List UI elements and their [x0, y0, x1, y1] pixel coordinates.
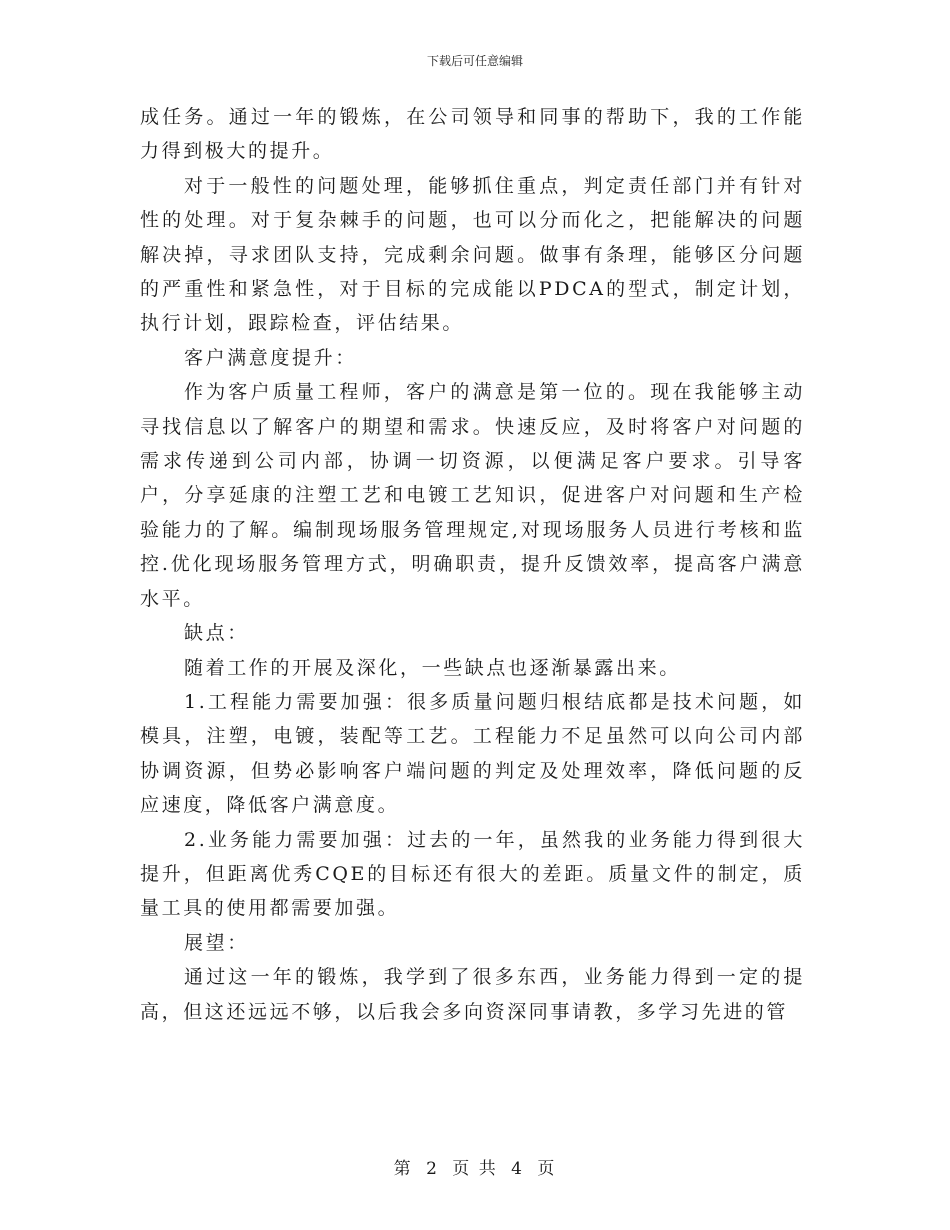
paragraph-customer-satisfaction: 作为客户质量工程师，客户的满意是第一位的。现在我能够主动寻找信息以了解客户的期望和需求。快速反应，及时将客户对问题的需求传递到公司内部，协调一切资源，以便满足客户要求。引导客户，分享延康的注塑工艺和电镀工艺知识，促进客户对问题和生产检验能力的了解。编制现场服务管理规定,对现场服务人员进行考核和监控.优化现场服务管理方式，明确职责，提升反馈效率，提高客户满意水平。: [140, 381, 805, 610]
footer-suffix: 页: [537, 1159, 557, 1179]
footer-prefix: 第: [393, 1159, 413, 1179]
paragraph-problem-handling: 对于一般性的问题处理，能够抓住重点，判定责任部门并有针对性的处理。对于复杂棘手的问题，也可以分而化之，把能解决的问题解决掉，寻求团队支持，完成剩余问题。做事有条理，能够区分问题的严重性和紧急性，对于目标的完成能以PDCA的型式，制定计划，执行计划，跟踪检查，评估结果。: [140, 174, 805, 335]
paragraph-shortcoming-1: 1.工程能力需要加强：很多质量问题归根结底都是技术问题，如模具，注塑，电镀，装配等工艺。工程能力不足虽然可以向公司内部协调资源，但势必影响客户端问题的判定及处理效率，降低问题的反应速度，降低客户满意度。: [140, 690, 805, 817]
page-footer: [0, 1154, 950, 1179]
section-heading-shortcomings: 缺点：: [184, 622, 249, 645]
document-body: [140, 100, 805, 1029]
current-page-number: 2: [426, 1159, 439, 1179]
paragraph-continuation: 成任务。通过一年的锻炼，在公司领导和同事的帮助下，我的工作能力得到极大的提升。: [140, 106, 805, 163]
page-header: 下载后可任意编辑: [426, 54, 523, 68]
paragraph-shortcoming-2: 2.业务能力需要加强：过去的一年，虽然我的业务能力得到很大提升，但距离优秀CQE的目标还有很大的差距。质量文件的制定，质量工具的使用都需要加强。: [140, 828, 805, 920]
paragraph-shortcomings-intro: 随着工作的开展及深化，一些缺点也逐渐暴露出来。: [184, 656, 681, 679]
section-heading-outlook: 展望：: [184, 931, 249, 954]
section-heading-customer-satisfaction: 客户满意度提升：: [184, 346, 357, 369]
footer-middle: 页 共: [452, 1159, 498, 1179]
paragraph-outlook: 通过这一年的锻炼，我学到了很多东西，业务能力得到一定的提高，但这还远远不够，以后我会多向资深同事请教，多学习先进的管: [140, 966, 805, 1023]
total-page-count: 4: [511, 1159, 524, 1179]
